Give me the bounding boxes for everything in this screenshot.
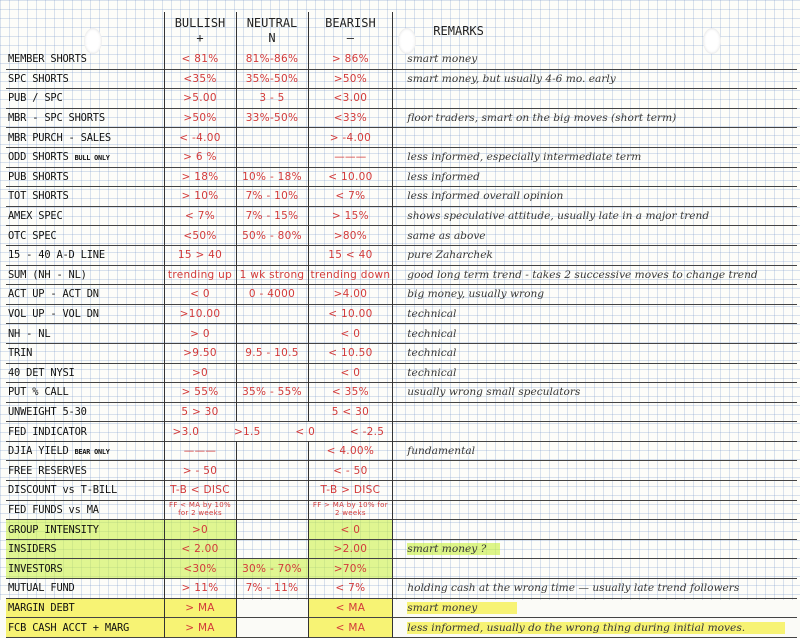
bullish-value: >5.00 — [164, 89, 236, 109]
bullish-value: >0 — [164, 363, 236, 383]
remark-cell — [393, 363, 797, 383]
bullish-value: >50% — [164, 108, 236, 128]
indicator-row — [6, 579, 797, 599]
remark-cell — [393, 187, 797, 207]
remark-text: smart money, but usually 4-6 mo. early — [407, 72, 616, 85]
indicator-name-cell — [6, 422, 164, 442]
neutral-value — [236, 539, 308, 559]
bullish-value: > 10% — [164, 187, 236, 207]
remark-cell — [393, 422, 797, 442]
bearish-value: T-B > DISC — [308, 481, 393, 501]
indicator-name-cell — [6, 265, 164, 285]
remark-cell — [393, 579, 797, 599]
indicator-name: PUB / SPC — [8, 92, 63, 105]
neutral-value: 30% - 70% — [236, 559, 308, 579]
bullish-value: >0 — [164, 520, 236, 540]
neutral-header-symbol: N — [268, 31, 276, 45]
fed-indicator-values — [164, 422, 393, 442]
bullish-value: < 2.00 — [164, 539, 236, 559]
bullish-value: 15 > 40 — [164, 245, 236, 265]
indicator-row — [6, 422, 797, 442]
indicator-name: FED FUNDS vs MA — [8, 503, 99, 516]
neutral-value — [236, 481, 308, 501]
remark-cell — [393, 441, 797, 461]
neutral-value: 7% - 11% — [236, 579, 308, 599]
remark-cell — [393, 226, 797, 246]
indicator-name: TOT SHORTS — [8, 190, 69, 203]
bullish-value: <30% — [164, 559, 236, 579]
bearish-value: < - 50 — [308, 461, 393, 481]
indicator-name-cell — [6, 108, 164, 128]
indicator-name-cell — [6, 618, 164, 638]
indicator-row — [6, 324, 797, 344]
remark-text: technical — [407, 308, 457, 321]
neutral-header-label: NEUTRAL — [246, 16, 298, 30]
indicator-name: UNWEIGHT 5-30 — [8, 405, 87, 418]
indicator-column-header — [6, 12, 164, 50]
indicator-name: MEMBER SHORTS — [8, 53, 87, 66]
indicator-name-cell — [6, 343, 164, 363]
indicator-row — [6, 108, 797, 128]
indicator-name: TRIN — [8, 347, 33, 360]
bullish-value: > 18% — [164, 167, 236, 187]
indicator-name-cell — [6, 441, 164, 461]
remark-text: technical — [407, 327, 457, 340]
bullish-value: < 81% — [164, 50, 236, 69]
neutral-value: 33%-50% — [236, 108, 308, 128]
indicator-name: DJIA YIELD — [8, 445, 69, 458]
bearish-value: ——— — [308, 147, 393, 167]
bearish-value: < 10.00 — [308, 304, 393, 324]
remark-cell — [393, 618, 797, 638]
indicator-row — [6, 187, 797, 207]
bullish-value: <50% — [164, 226, 236, 246]
indicator-name-cell — [6, 245, 164, 265]
indicator-name-cell — [6, 167, 164, 187]
indicator-name: SPC SHORTS — [8, 72, 69, 85]
neutral-value: 50% - 80% — [236, 226, 308, 246]
neutral-value — [236, 304, 308, 324]
bearish-value: >50% — [308, 69, 393, 89]
remark-cell — [393, 481, 797, 501]
indicator-name: ODD SHORTS — [8, 151, 69, 164]
bearish-value: < 0 — [308, 324, 393, 344]
indicator-name-cell — [6, 50, 164, 69]
indicator-row — [6, 598, 797, 618]
remark-text: usually wrong small speculators — [407, 386, 581, 399]
neutral-value: 3 - 5 — [236, 89, 308, 109]
neutral-value — [236, 598, 308, 618]
fed-threshold: >3.0 — [172, 425, 200, 438]
neutral-value — [236, 363, 308, 383]
fed-threshold: < -2.5 — [349, 425, 385, 438]
indicator-name: ACT UP - ACT DN — [8, 288, 99, 301]
neutral-value: 35% - 55% — [236, 383, 308, 403]
indicator-name: MUTUAL FUND — [8, 582, 75, 595]
neutral-value — [236, 500, 308, 520]
bearish-value: 15 < 40 — [308, 245, 393, 265]
indicator-name: VOL UP - VOL DN — [8, 308, 99, 321]
indicator-name: GROUP INTENSITY — [8, 523, 99, 536]
bearish-value: < 0 — [308, 363, 393, 383]
bearish-value: < 0 — [308, 520, 393, 540]
bearish-value: <3.00 — [308, 89, 393, 109]
remark-cell — [393, 128, 797, 148]
indicator-row — [6, 539, 797, 559]
indicator-row — [6, 618, 797, 638]
bearish-header-label: BEARISH — [325, 16, 376, 30]
bullish-value: > 11% — [164, 579, 236, 599]
remark-cell — [393, 461, 797, 481]
indicator-row — [6, 69, 797, 89]
neutral-value — [236, 618, 308, 638]
bearish-value: > 15% — [308, 206, 393, 226]
bearish-value: >4.00 — [308, 285, 393, 305]
remark-cell — [393, 69, 797, 89]
bullish-value: FF < MA by 10% for 2 weeks — [164, 500, 236, 520]
bearish-value: > -4.00 — [308, 128, 393, 148]
indicator-name-cell — [6, 579, 164, 599]
neutral-value — [236, 461, 308, 481]
bullish-value: trending up — [164, 265, 236, 285]
indicator-name-cell — [6, 363, 164, 383]
neutral-value: 9.5 - 10.5 — [236, 343, 308, 363]
remark-text: fundamental — [407, 445, 476, 458]
bearish-value: < 7% — [308, 579, 393, 599]
indicator-name-cell — [6, 187, 164, 207]
remark-cell — [393, 50, 797, 69]
indicator-row — [6, 304, 797, 324]
indicator-name-cell — [6, 402, 164, 422]
remark-text: less informed — [407, 170, 480, 183]
remark-cell — [393, 500, 797, 520]
indicator-name: INVESTORS — [8, 562, 63, 575]
indicator-qualifier: BULL ONLY — [74, 154, 110, 163]
indicator-name: MBR - SPC SHORTS — [8, 112, 105, 125]
remark-text: shows speculative attitude, usually late in a major trend — [407, 210, 710, 223]
neutral-value: 1 wk strong — [236, 265, 308, 285]
bearish-value: FF > MA by 10% for 2 weeks — [308, 500, 393, 520]
indicator-name-cell — [6, 69, 164, 89]
bearish-value: < MA — [308, 618, 393, 638]
indicator-name-cell — [6, 285, 164, 305]
remark-text: technical — [407, 347, 457, 360]
bullish-value: < 7% — [164, 206, 236, 226]
indicator-row — [6, 265, 797, 285]
indicator-name: AMEX SPEC — [8, 210, 63, 223]
remarks-header-label: REMARKS — [433, 23, 484, 38]
remark-cell — [393, 539, 797, 559]
bearish-value: <33% — [308, 108, 393, 128]
bullish-column-header — [164, 12, 236, 50]
bullish-value: > MA — [164, 598, 236, 618]
neutral-column-header — [236, 12, 308, 50]
remark-text: good long term trend - takes 2 successive moves to change trend — [407, 268, 758, 281]
indicator-name: MBR PURCH - SALES — [8, 131, 111, 144]
indicator-row — [6, 402, 797, 422]
remark-cell — [393, 245, 797, 265]
indicator-name: INSIDERS — [8, 543, 57, 556]
bullish-value: 5 > 30 — [164, 402, 236, 422]
bullish-value: T-B < DISC — [164, 481, 236, 501]
indicator-name: FREE RESERVES — [8, 464, 87, 477]
bullish-value: > 0 — [164, 324, 236, 344]
remarks-column-header — [393, 12, 797, 50]
indicator-row — [6, 285, 797, 305]
fed-threshold: >1.5 — [233, 425, 261, 438]
bearish-value: trending down — [308, 265, 393, 285]
indicator-table — [6, 12, 797, 638]
remark-cell — [393, 89, 797, 109]
bullish-value: > - 50 — [164, 461, 236, 481]
remark-text: holding cash at the wrong time — usually late trend followers — [407, 582, 740, 595]
neutral-value: 35%-50% — [236, 69, 308, 89]
indicator-row — [6, 441, 797, 461]
bearish-column-header — [308, 12, 393, 50]
remark-cell — [393, 520, 797, 540]
remark-cell — [393, 167, 797, 187]
indicator-name: FED INDICATOR — [8, 425, 87, 438]
bearish-value: > 86% — [308, 50, 393, 69]
indicator-name: DISCOUNT vs T-BILL — [8, 484, 118, 497]
bullish-value: >9.50 — [164, 343, 236, 363]
bullish-value: > 6 % — [164, 147, 236, 167]
bearish-value: < 35% — [308, 383, 393, 403]
indicator-row — [6, 343, 797, 363]
indicator-name-cell — [6, 383, 164, 403]
indicator-row — [6, 500, 797, 520]
bearish-value: < 4.00% — [308, 441, 393, 461]
neutral-value: 0 - 4000 — [236, 285, 308, 305]
remark-text: smart money ? — [407, 543, 500, 555]
remark-text: technical — [407, 366, 457, 379]
bearish-value: < 10.00 — [308, 167, 393, 187]
indicator-row — [6, 520, 797, 540]
bearish-value: < 10.50 — [308, 343, 393, 363]
neutral-value — [236, 402, 308, 422]
bearish-header-symbol: — — [346, 31, 355, 45]
indicator-row — [6, 245, 797, 265]
neutral-value: 7% - 15% — [236, 206, 308, 226]
remark-text: less informed overall opinion — [407, 190, 564, 203]
bullish-value: > MA — [164, 618, 236, 638]
indicator-name-cell — [6, 128, 164, 148]
remark-cell — [393, 383, 797, 403]
bullish-header-symbol: + — [196, 31, 204, 45]
remark-text: smart money — [407, 53, 478, 66]
indicator-row — [6, 226, 797, 246]
indicator-name-cell — [6, 304, 164, 324]
indicator-name-cell — [6, 539, 164, 559]
indicator-name-cell — [6, 206, 164, 226]
indicator-row — [6, 481, 797, 501]
neutral-value — [236, 441, 308, 461]
remark-text: floor traders, smart on the big moves (short term) — [407, 112, 677, 125]
neutral-value: 10% - 18% — [236, 167, 308, 187]
remark-cell — [393, 108, 797, 128]
indicator-name-cell — [6, 461, 164, 481]
neutral-value: 81%-86% — [236, 50, 308, 69]
indicator-row — [6, 383, 797, 403]
indicator-name-cell — [6, 559, 164, 579]
indicator-row — [6, 167, 797, 187]
indicator-name: MARGIN DEBT — [8, 601, 75, 614]
remark-text: smart money — [407, 602, 517, 614]
bearish-value: >70% — [308, 559, 393, 579]
remark-cell — [393, 265, 797, 285]
indicator-name: FCB CASH ACCT + MARG — [8, 621, 130, 634]
indicator-name-cell — [6, 481, 164, 501]
indicator-name: PUB SHORTS — [8, 170, 69, 183]
indicator-name-cell — [6, 500, 164, 520]
bullish-value: ——— — [164, 441, 236, 461]
bullish-value: >10.00 — [164, 304, 236, 324]
bullish-value: < -4.00 — [164, 128, 236, 148]
indicator-name: PUT % CALL — [8, 386, 69, 399]
indicator-name-cell — [6, 147, 164, 167]
bearish-value: < MA — [308, 598, 393, 618]
bearish-value: >2.00 — [308, 539, 393, 559]
indicator-row — [6, 147, 797, 167]
fed-threshold: < 0 — [295, 425, 316, 438]
bearish-value: 5 < 30 — [308, 402, 393, 422]
remark-cell — [393, 206, 797, 226]
neutral-value — [236, 324, 308, 344]
indicator-row — [6, 89, 797, 109]
indicator-name-cell — [6, 89, 164, 109]
bearish-value: < 7% — [308, 187, 393, 207]
neutral-value: 7% - 10% — [236, 187, 308, 207]
bullish-value: <35% — [164, 69, 236, 89]
indicator-name: SUM (NH - NL) — [8, 268, 87, 281]
indicator-row — [6, 206, 797, 226]
indicator-name: NH - NL — [8, 327, 51, 340]
neutral-value — [236, 147, 308, 167]
remark-cell — [393, 285, 797, 305]
indicator-name: 15 - 40 A-D LINE — [8, 249, 105, 262]
bullish-header-label: BULLISH — [174, 16, 226, 30]
indicator-name: 40 DET NYSI — [8, 366, 75, 379]
remark-cell — [393, 559, 797, 579]
bullish-value: > 55% — [164, 383, 236, 403]
remark-cell — [393, 343, 797, 363]
bullish-value: < 0 — [164, 285, 236, 305]
indicator-row — [6, 461, 797, 481]
indicator-name-cell — [6, 324, 164, 344]
indicator-row — [6, 128, 797, 148]
remark-cell — [393, 304, 797, 324]
indicator-name: OTC SPEC — [8, 229, 57, 242]
indicator-name-cell — [6, 226, 164, 246]
indicator-name-cell — [6, 520, 164, 540]
remark-text: pure Zaharchek — [407, 249, 493, 262]
header-row — [6, 12, 797, 50]
indicator-row — [6, 363, 797, 383]
remark-text: same as above — [407, 229, 486, 242]
indicator-row — [6, 50, 797, 69]
remark-cell — [393, 324, 797, 344]
remark-text: big money, usually wrong — [407, 288, 545, 301]
bearish-value: >80% — [308, 226, 393, 246]
indicator-row — [6, 559, 797, 579]
remark-cell — [393, 147, 797, 167]
indicator-name-cell — [6, 598, 164, 618]
remark-cell — [393, 402, 797, 422]
indicator-rows — [6, 50, 797, 637]
neutral-value — [236, 520, 308, 540]
remark-cell — [393, 598, 797, 618]
remark-text: less informed, especially intermediate term — [407, 151, 642, 164]
neutral-value — [236, 245, 308, 265]
remark-text: less informed, usually do the wrong thing during initial moves. — [407, 622, 785, 634]
neutral-value — [236, 128, 308, 148]
indicator-qualifier: BEAR ONLY — [74, 448, 110, 457]
